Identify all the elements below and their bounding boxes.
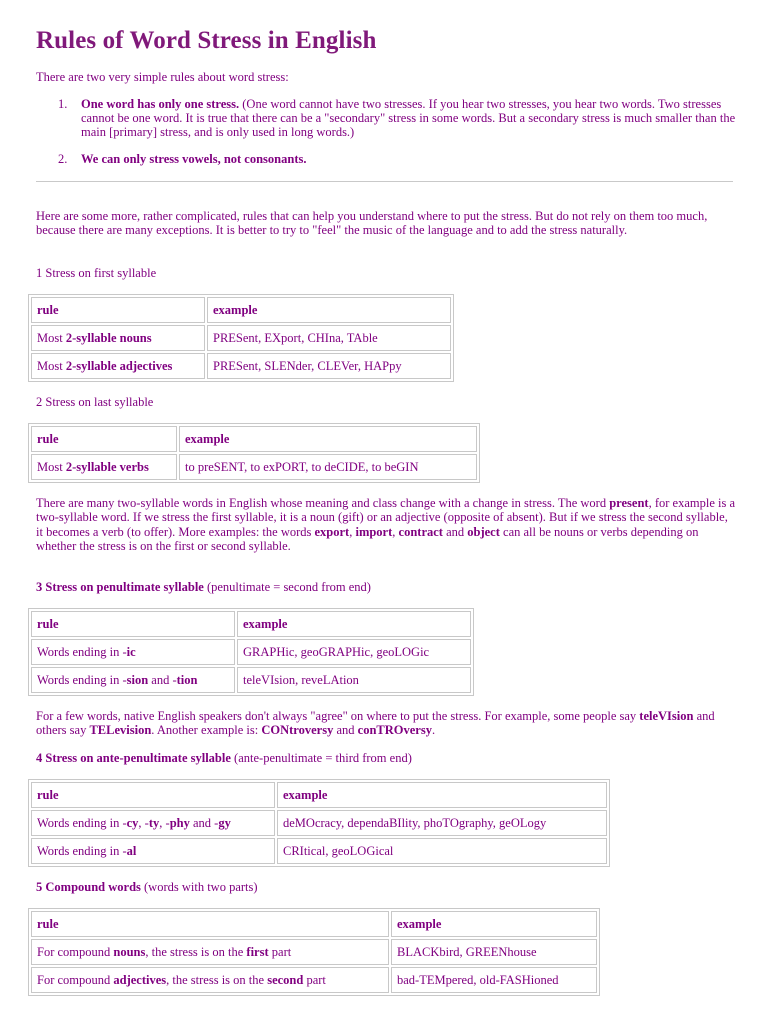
table-row [31, 939, 597, 965]
simple-rules-list [36, 97, 736, 166]
intro-text: There are two very simple rules about word stress: [36, 70, 289, 84]
agree-paragraph: For a few words, native English speakers don't always "agree" on where to put the stress. For example, some people say teleVIsion and others say TELevision. Another example is: CONtroversy and conTROversy. [36, 709, 715, 738]
header-example: example [179, 426, 477, 452]
table-row [31, 639, 471, 665]
section-heading: 2 Stress on last syllable [36, 395, 154, 409]
page-title: Rules of Word Stress in English [36, 27, 377, 54]
stress-table [28, 294, 454, 382]
table-row [31, 353, 451, 379]
section-heading: 5 Compound words (words with two parts) [36, 880, 258, 894]
table-header-row [31, 611, 471, 637]
stress-table [28, 608, 474, 696]
table-header-row [31, 426, 477, 452]
rule-cell: Words ending in -ic [31, 639, 235, 665]
more-rules-intro: Here are some more, rather complicated, rules that can help you understand where to put the stress. But do not rely on them too much, because there are many exceptions. It is better to try to "feel" the music of the language and to add the stress naturally. [36, 209, 708, 238]
table-row [31, 454, 477, 480]
header-rule: rule [31, 426, 177, 452]
stress-table [28, 423, 480, 483]
table-row [31, 967, 597, 993]
header-example: example [207, 297, 451, 323]
table-row [31, 325, 451, 351]
list-item [36, 97, 736, 139]
section-heading: 1 Stress on first syllable [36, 266, 157, 280]
example-cell: teleVIsion, reveLAtion [237, 667, 471, 693]
horizontal-divider [36, 181, 733, 182]
header-example: example [391, 911, 597, 937]
rule-cell: Words ending in -cy, -ty, -phy and -gy [31, 810, 275, 836]
example-cell: bad-TEMpered, old-FASHioned [391, 967, 597, 993]
rule-cell: Most 2-syllable adjectives [31, 353, 205, 379]
example-cell: GRAPHic, geoGRAPHic, geoLOGic [237, 639, 471, 665]
list-number: 2. [58, 152, 68, 166]
header-rule: rule [31, 297, 205, 323]
header-rule: rule [31, 611, 235, 637]
section-heading: 3 Stress on penultimate syllable (penultimate = second from end) [36, 580, 371, 594]
list-number: 1. [58, 97, 68, 111]
rule-bold-text: One word has only one stress. [81, 97, 240, 111]
rule-cell: Most 2-syllable verbs [31, 454, 177, 480]
rule-cell: Most 2-syllable nouns [31, 325, 205, 351]
rule-cell: For compound adjectives, the stress is on the second part [31, 967, 389, 993]
table-row [31, 667, 471, 693]
list-item [36, 152, 736, 166]
header-example: example [277, 782, 607, 808]
rule-cell: Words ending in -sion and -tion [31, 667, 235, 693]
stress-table [28, 779, 610, 867]
table-header-row [31, 782, 607, 808]
rule-bold-text: We can only stress vowels, not consonants. [81, 152, 307, 166]
present-paragraph: There are many two-syllable words in English whose meaning and class change with a change in stress. The word present, for example is a two-syllable word. If we stress the first syllable, it is a noun (gift) or an adjective (opposite of absent). But if we stress the second syllable, it becomes a verb (to offer). More examples: the words export, import, contract and object can all be nouns or verbs depending on whether the stress is on the first or second syllable. [36, 496, 736, 554]
section-heading: 4 Stress on ante-penultimate syllable (ante-penultimate = third from end) [36, 751, 412, 765]
rule-text: (One word cannot have two stresses. If you hear two stresses, you hear two words. Two stresses cannot be one word. It is true that there can be a "secondary" stress in some words. But a secondary stress is much smaller than the main [primary] stress, and is only used in long words.) [81, 97, 736, 139]
example-cell: PRESent, EXport, CHIna, TAble [207, 325, 451, 351]
table-row [31, 838, 607, 864]
example-cell: PRESent, SLENder, CLEVer, HAPpy [207, 353, 451, 379]
header-rule: rule [31, 782, 275, 808]
header-example: example [237, 611, 471, 637]
rule-cell: Words ending in -al [31, 838, 275, 864]
example-cell: BLACKbird, GREENhouse [391, 939, 597, 965]
example-cell: CRItical, geoLOGical [277, 838, 607, 864]
header-rule: rule [31, 911, 389, 937]
example-cell: deMOcracy, dependaBIlity, phoTOgraphy, geOLogy [277, 810, 607, 836]
table-header-row [31, 911, 597, 937]
stress-table [28, 908, 600, 996]
table-row [31, 810, 607, 836]
rule-cell: For compound nouns, the stress is on the first part [31, 939, 389, 965]
table-header-row [31, 297, 451, 323]
example-cell: to preSENT, to exPORT, to deCIDE, to beGIN [179, 454, 477, 480]
